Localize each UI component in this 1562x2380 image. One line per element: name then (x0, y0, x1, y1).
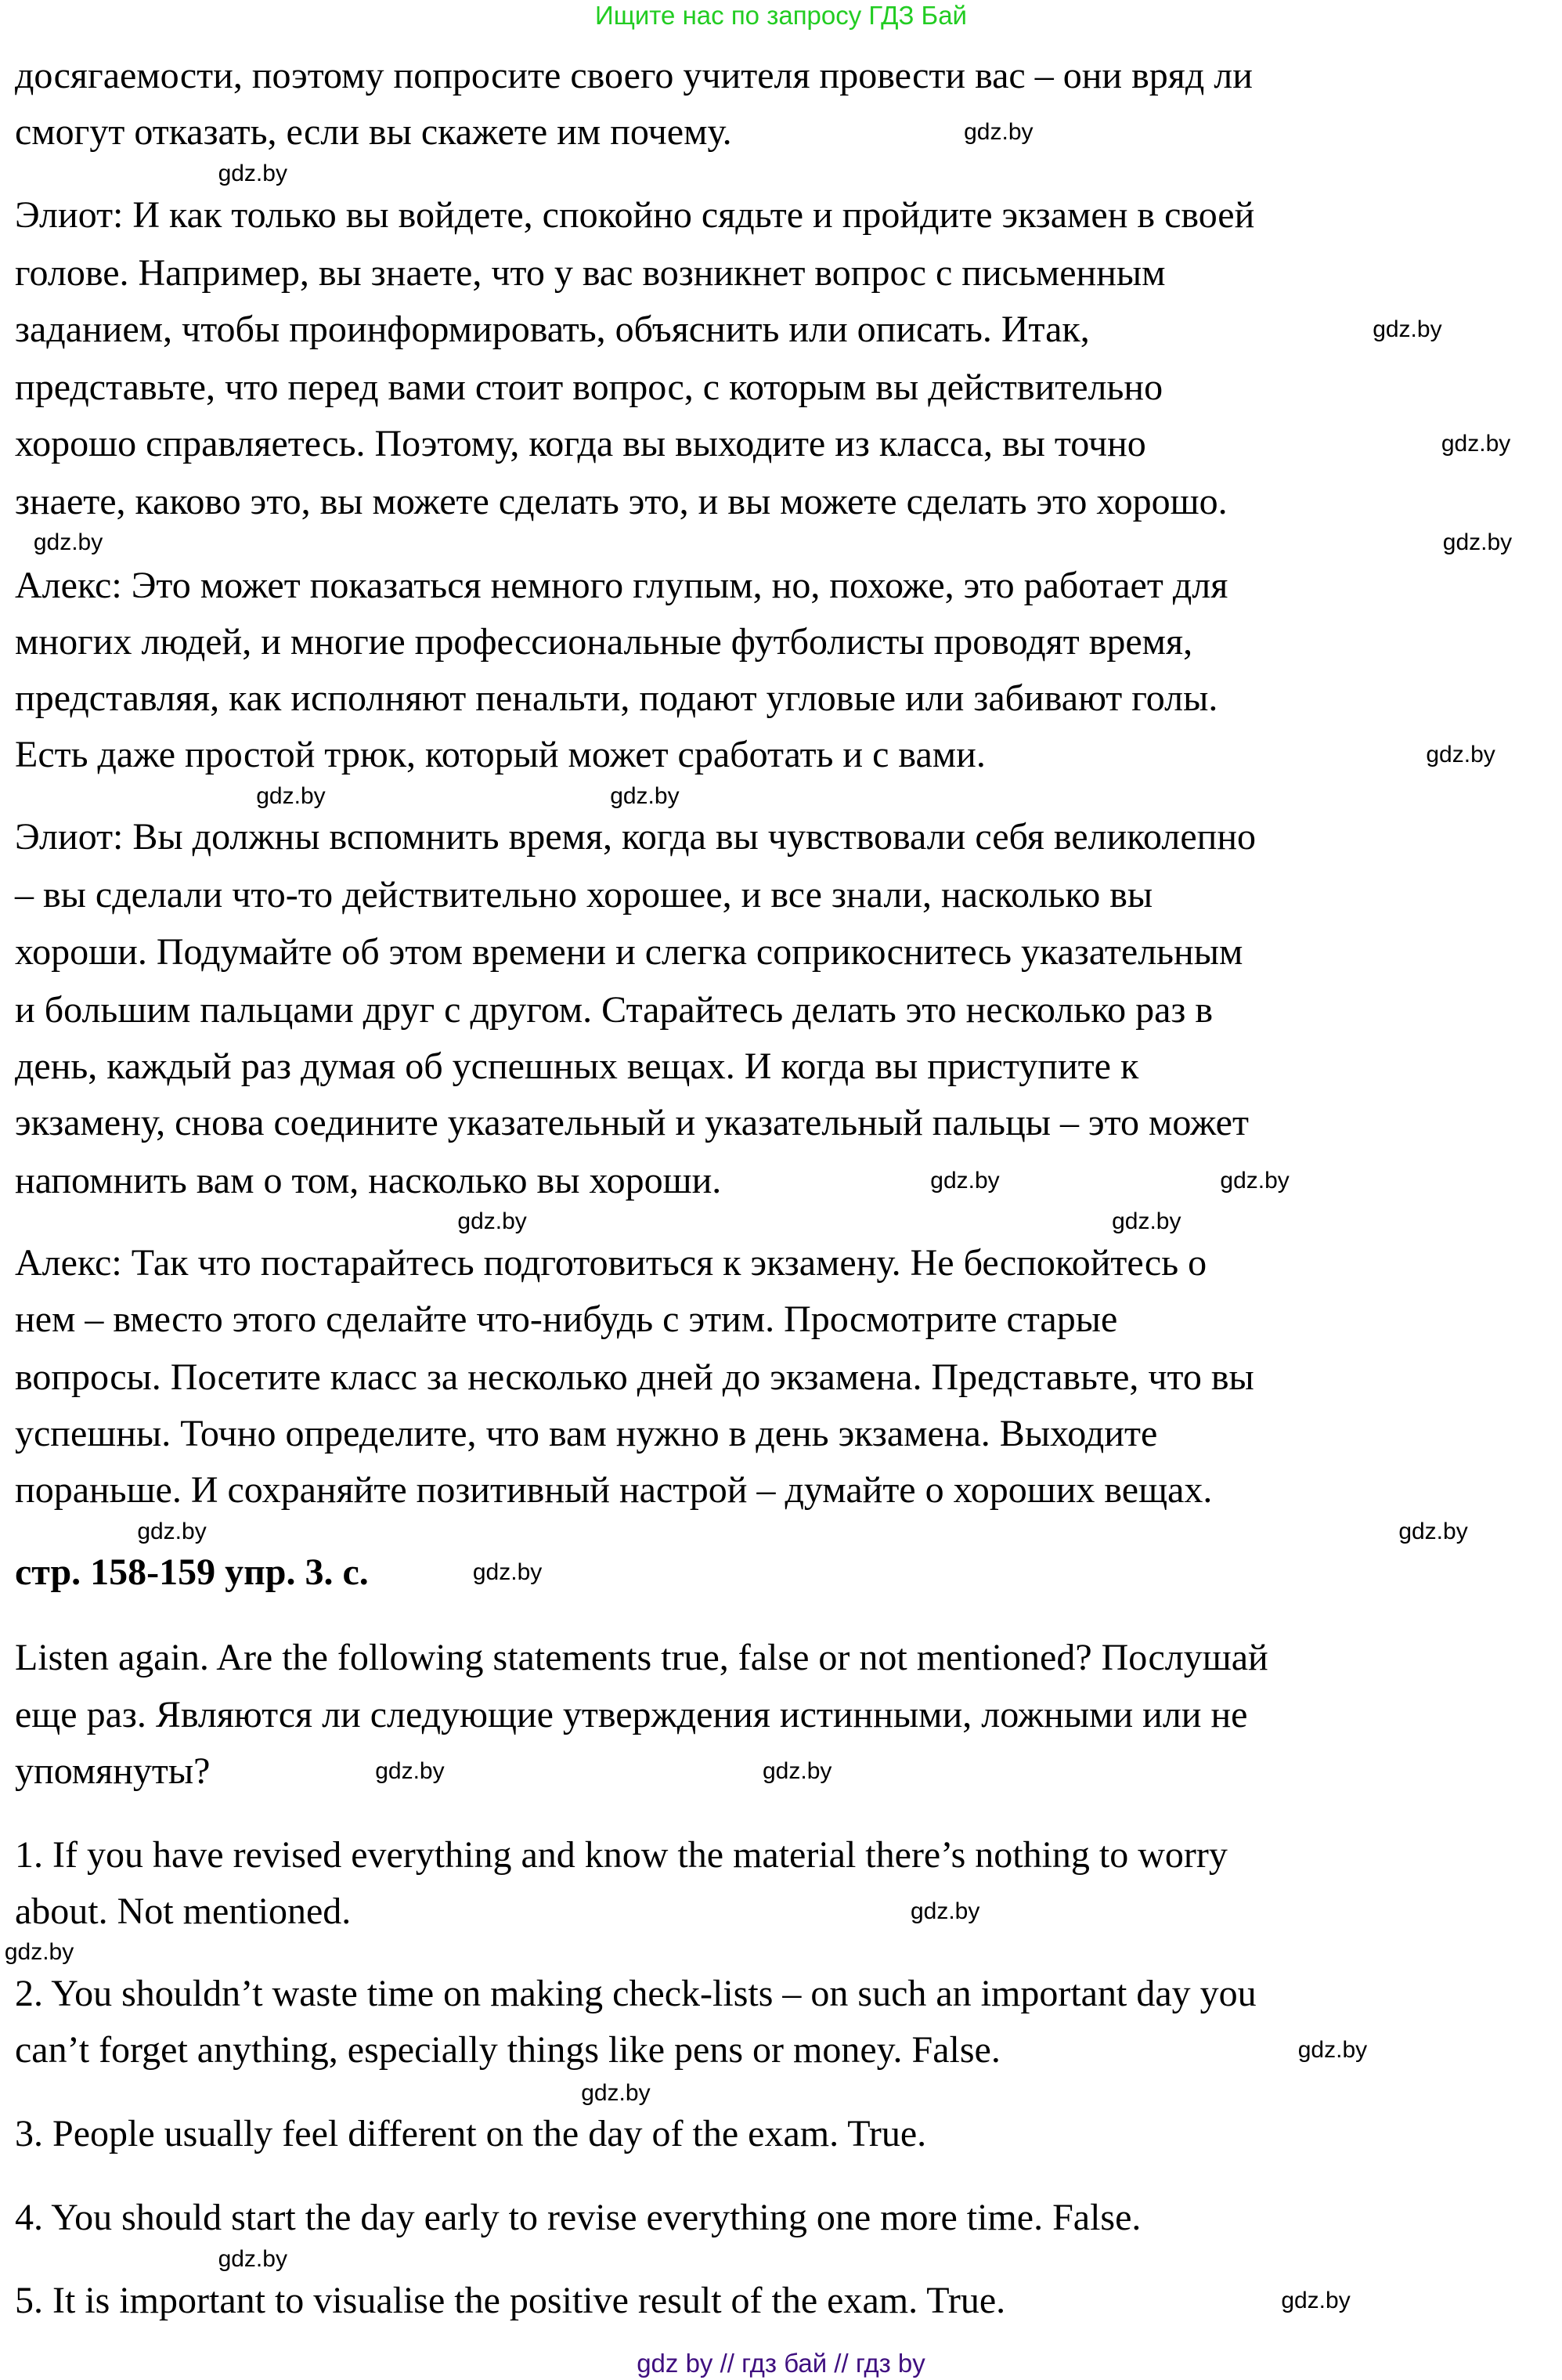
watermark: gdz.by (1373, 316, 1442, 342)
watermark: gdz.by (581, 2079, 651, 2106)
text-line: смогут отказать, если вы скажете им почему. (15, 111, 732, 153)
watermark: gdz.by (137, 1518, 207, 1544)
watermark: gdz.by (256, 782, 326, 809)
watermark: gdz.by (457, 1208, 527, 1235)
text-line: еще раз. Являются ли следующие утверждения истинными, ложными или не (15, 1693, 1248, 1735)
text-line: знаете, каково это, вы можете сделать это, и вы можете сделать это хорошо. (15, 480, 1228, 522)
watermark: gdz.by (763, 1757, 832, 1784)
text-line: экзамену, снова соедините указательный и указательный пальцы – это может (15, 1101, 1249, 1143)
watermark: gdz.by (964, 119, 1034, 146)
text-line: многих людей, и многие профессиональные футболисты проводят время, (15, 621, 1193, 663)
watermark: gdz.by (4, 1939, 74, 1966)
text-line: Алекс: Так что постарайтесь подготовиться к экзамену. Не беспокойтесь о (15, 1241, 1207, 1284)
watermark: gdz.by (1441, 430, 1511, 457)
text-line: 1. If you have revised everything and know the material there’s nothing to worry (15, 1833, 1228, 1876)
text-line: нем – вместо этого сделайте что-нибудь с этим. Просмотрите старые (15, 1298, 1118, 1341)
text-line: about. Not mentioned. (15, 1890, 352, 1932)
search-banner: Ищите нас по запросу ГДЗ Бай (595, 1, 967, 30)
watermark: gdz.by (218, 2245, 287, 2272)
text-line: Listen again. Are the following statements true, false or not mentioned? Послушай (15, 1637, 1268, 1679)
text-line: напомнить вам о том, насколько вы хороши. (15, 1159, 722, 1201)
text-line: хорошо справляетесь. Поэтому, когда вы выходите из класса, вы точно (15, 422, 1146, 464)
text-line: вопросы. Посетите класс за несколько дней до экзамена. Представьте, что вы (15, 1356, 1254, 1399)
watermark: gdz.by (1442, 529, 1513, 556)
watermark: gdz.by (1297, 2037, 1368, 2064)
text-line: досягаемости, поэтому попросите своего учителя провести вас – они вряд ли (15, 55, 1253, 97)
text-line: can’t forget anything, especially things like pens or money. False. (15, 2029, 1001, 2071)
watermark: gdz.by (1426, 742, 1495, 768)
watermark: gdz.by (910, 1898, 980, 1924)
text-line: заданием, чтобы проинформировать, объяснить или описать. Итак, (15, 308, 1090, 350)
watermark: gdz.by (1220, 1167, 1290, 1194)
text-line: Элиот: Вы должны вспомнить время, когда вы чувствовали себя великолепно (15, 816, 1257, 858)
text-line: и большим пальцами друг с другом. Старайтесь делать это несколько раз в (15, 988, 1214, 1031)
watermark: gdz.by (930, 1167, 1000, 1194)
text-line: представляя, как исполняют пенальти, подают угловые или забивают голы. (15, 677, 1218, 720)
section-heading: стр. 158-159 упр. 3. c. (15, 1551, 369, 1594)
watermark: gdz.by (610, 782, 680, 809)
watermark: gdz.by (33, 529, 103, 556)
watermark: gdz.by (1112, 1208, 1181, 1235)
text-line: Элиот: И как только вы войдете, спокойно сядьте и пройдите экзамен в своей (15, 193, 1255, 236)
text-line: упомянуты? (15, 1750, 211, 1792)
text-line: Есть даже простой трюк, который может сработать и с вами. (15, 734, 986, 776)
watermark: gdz.by (1281, 2287, 1351, 2313)
text-line: хороши. Подумайте об этом времени и слегка соприкоснитесь указательным (15, 930, 1243, 973)
text-line: 2. You shouldn’t waste time on making check-lists – on such an important day you (15, 1973, 1257, 2015)
text-line: пораньше. И сохраняйте позитивный настрой – думайте о хороших вещах. (15, 1469, 1213, 1511)
text-line: успешны. Точно определите, что вам нужно в день экзамена. Выходите (15, 1413, 1158, 1455)
text-line: голове. Например, вы знаете, что у вас возникнет вопрос с письменным (15, 251, 1166, 294)
text-line: 5. It is important to visualise the positive result of the exam. True. (15, 2279, 1006, 2321)
watermark: gdz.by (375, 1757, 445, 1784)
text-line: – вы сделали что-то действительно хорошее, и все знали, насколько вы (15, 874, 1153, 916)
watermark: gdz.by (218, 161, 287, 187)
text-line: представьте, что перед вами стоит вопрос, с которым вы действительно (15, 366, 1163, 408)
text-line: Алекс: Это может показаться немного глупым, но, похоже, это работает для (15, 565, 1228, 607)
watermark: gdz.by (1398, 1518, 1468, 1544)
text-line: день, каждый раз думая об успешных вещах. И когда вы приступите к (15, 1045, 1139, 1087)
footer-watermark: gdz by // гдз бай // гдз by (637, 2349, 925, 2378)
watermark: gdz.by (472, 1559, 543, 1586)
text-line: 3. People usually feel different on the day of the exam. True. (15, 2113, 927, 2155)
text-line: 4. You should start the day early to revise everything one more time. False. (15, 2197, 1142, 2239)
